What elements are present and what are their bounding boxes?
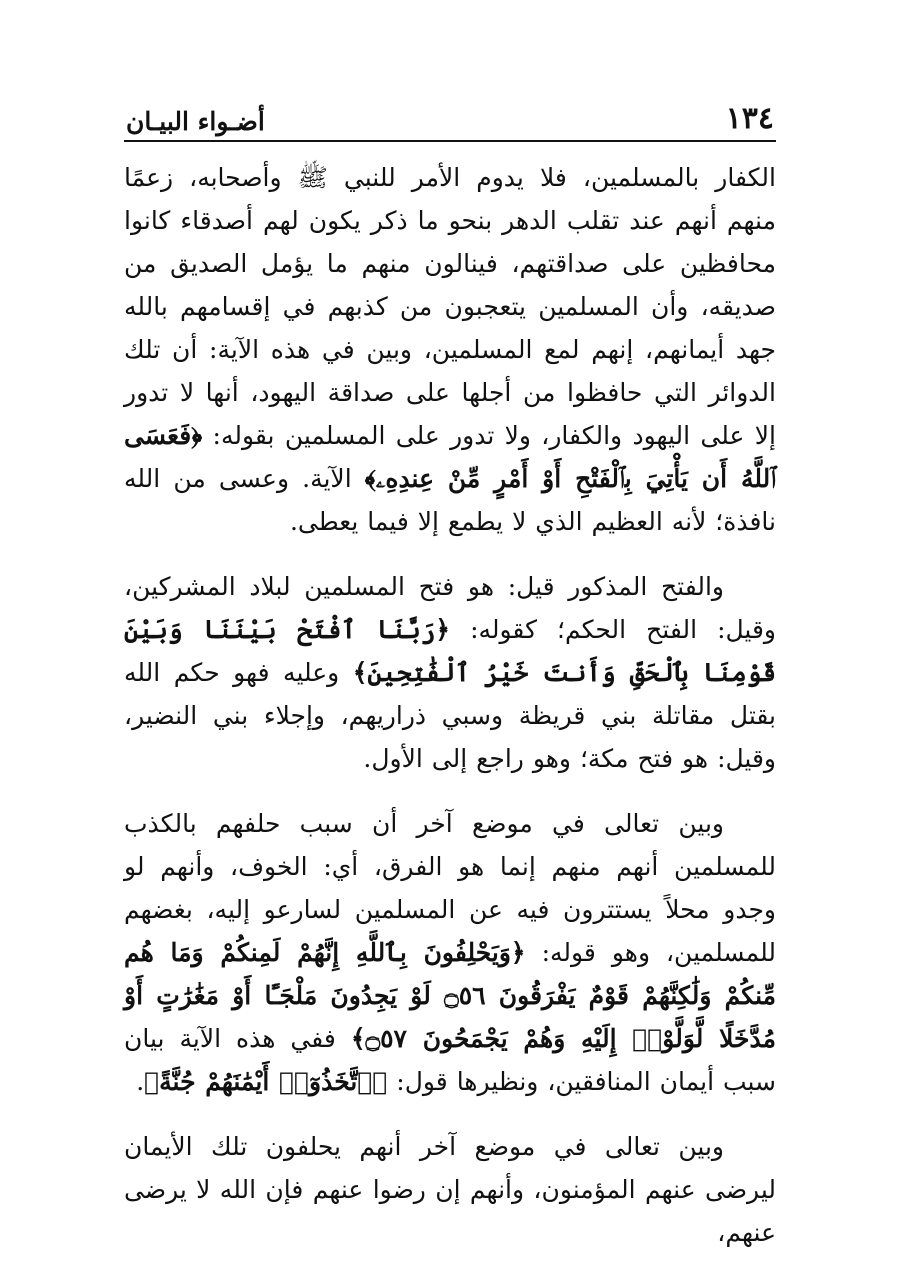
body-text bbox=[124, 156, 776, 1254]
paragraph-4 bbox=[124, 1125, 776, 1254]
text-segment: . bbox=[136, 1067, 145, 1096]
running-title: أضـواء البيـان bbox=[126, 107, 265, 136]
text-segment: وبين تعالى في موضع آخر أنهم يحلفون تلك الأيمان ليرضى عنهم المؤمنون، وأنهم إن رضوا عنهم فإن الله لا يرضى عنهم، bbox=[124, 1132, 776, 1247]
text-segment: ففي هذه الآية بيان سبب أيمان المنافقين، ونظيرها قول: bbox=[124, 1024, 776, 1096]
quran-verse: ﴿وَيَحْلِفُونَ بِٱللَّهِ إِنَّهُمْ لَمِنكُمْ وَمَا هُم مِّنكُمْ وَلَٰكِنَّهُمْ قَوْمٌ يَفْرَقُونَ ۝٥٦ لَوْ يَجِدُونَ مَلْجَـًٔا أَوْ مَغَٰرَٰتٍ أَوْ مُدَّخَلًا لَّوَلَّوْا۟ إِلَيْهِ وَهُمْ يَجْمَحُونَ ۝٥٧﴾ bbox=[124, 938, 776, 1053]
text-segment: وعليه فهو حكم الله بقتل مقاتلة بني قريظة وسبي ذراريهم، وإجلاء بني النضير، وقيل: هو فتح مكة؛ وهو راجع إلى الأول. bbox=[124, 658, 776, 773]
text-segment: والفتح المذكور قيل: هو فتح المسلمين لبلاد المشركين، وقيل: الفتح الحكم؛ كقوله: bbox=[124, 572, 776, 644]
paragraph-2 bbox=[124, 565, 776, 780]
quran-verse: ﴿فَعَسَى ٱللَّهُ أَن يَأْتِيَ بِٱلْفَتْحِ أَوْ أَمْرٍ مِّنْ عِندِهِۦ﴾ bbox=[124, 421, 776, 493]
paragraph-3 bbox=[124, 802, 776, 1103]
paragraph-1 bbox=[124, 156, 776, 543]
quran-verse: ﴿رَبَّنَا ٱفْتَحْ بَيْنَنَا وَبَيْنَ قَوْمِنَا بِٱلْحَقِّ وَأَنتَ خَيْرُ ٱلْفَٰتِحِينَ﴾ bbox=[124, 615, 776, 687]
page-number: ١٣٤ bbox=[725, 101, 774, 136]
quran-verse: ﴿ٱتَّخَذُوٓا۟ أَيْمَٰنَهُمْ جُنَّةً﴾ bbox=[144, 1067, 388, 1096]
text-segment: الآية. وعسى من الله نافذة؛ لأنه العظيم الذي لا يطمع إلا فيما يعطى. bbox=[124, 464, 776, 536]
page-header bbox=[124, 100, 776, 142]
text-segment: وبين تعالى في موضع آخر أن سبب حلفهم بالكذب للمسلمين أنهم منهم إنما هو الفرق، أي: الخوف، وأنهم لو وجدو محلاً يستترون فيه عن المسلمين لسارعو إليه، بغضهم للمسلمين، وهو قوله: bbox=[124, 809, 777, 967]
text-segment: الكفار بالمسلمين، فلا يدوم الأمر للنبي ﷺ وأصحابه، زعمًا منهم أنهم عند تقلب الدهر بنحو ما ذكر يكون لهم أصدقاء كانوا محافظين على صداقتهم، فينالون منهم ما يؤمل الصديق من صديقه، وأن المسلمين يتعجبون من كذبهم في إقسامهم بالله جهد أيمانهم، إنهم لمع المسلمين، وبين في هذه الآية: أن تلك الدوائر التي حافظوا من أجلها على صداقة اليهود، أنها لا تدور إلا على اليهود والكفار، ولا تدور على المسلمين بقوله: bbox=[124, 163, 776, 450]
book-page bbox=[124, 100, 776, 1254]
